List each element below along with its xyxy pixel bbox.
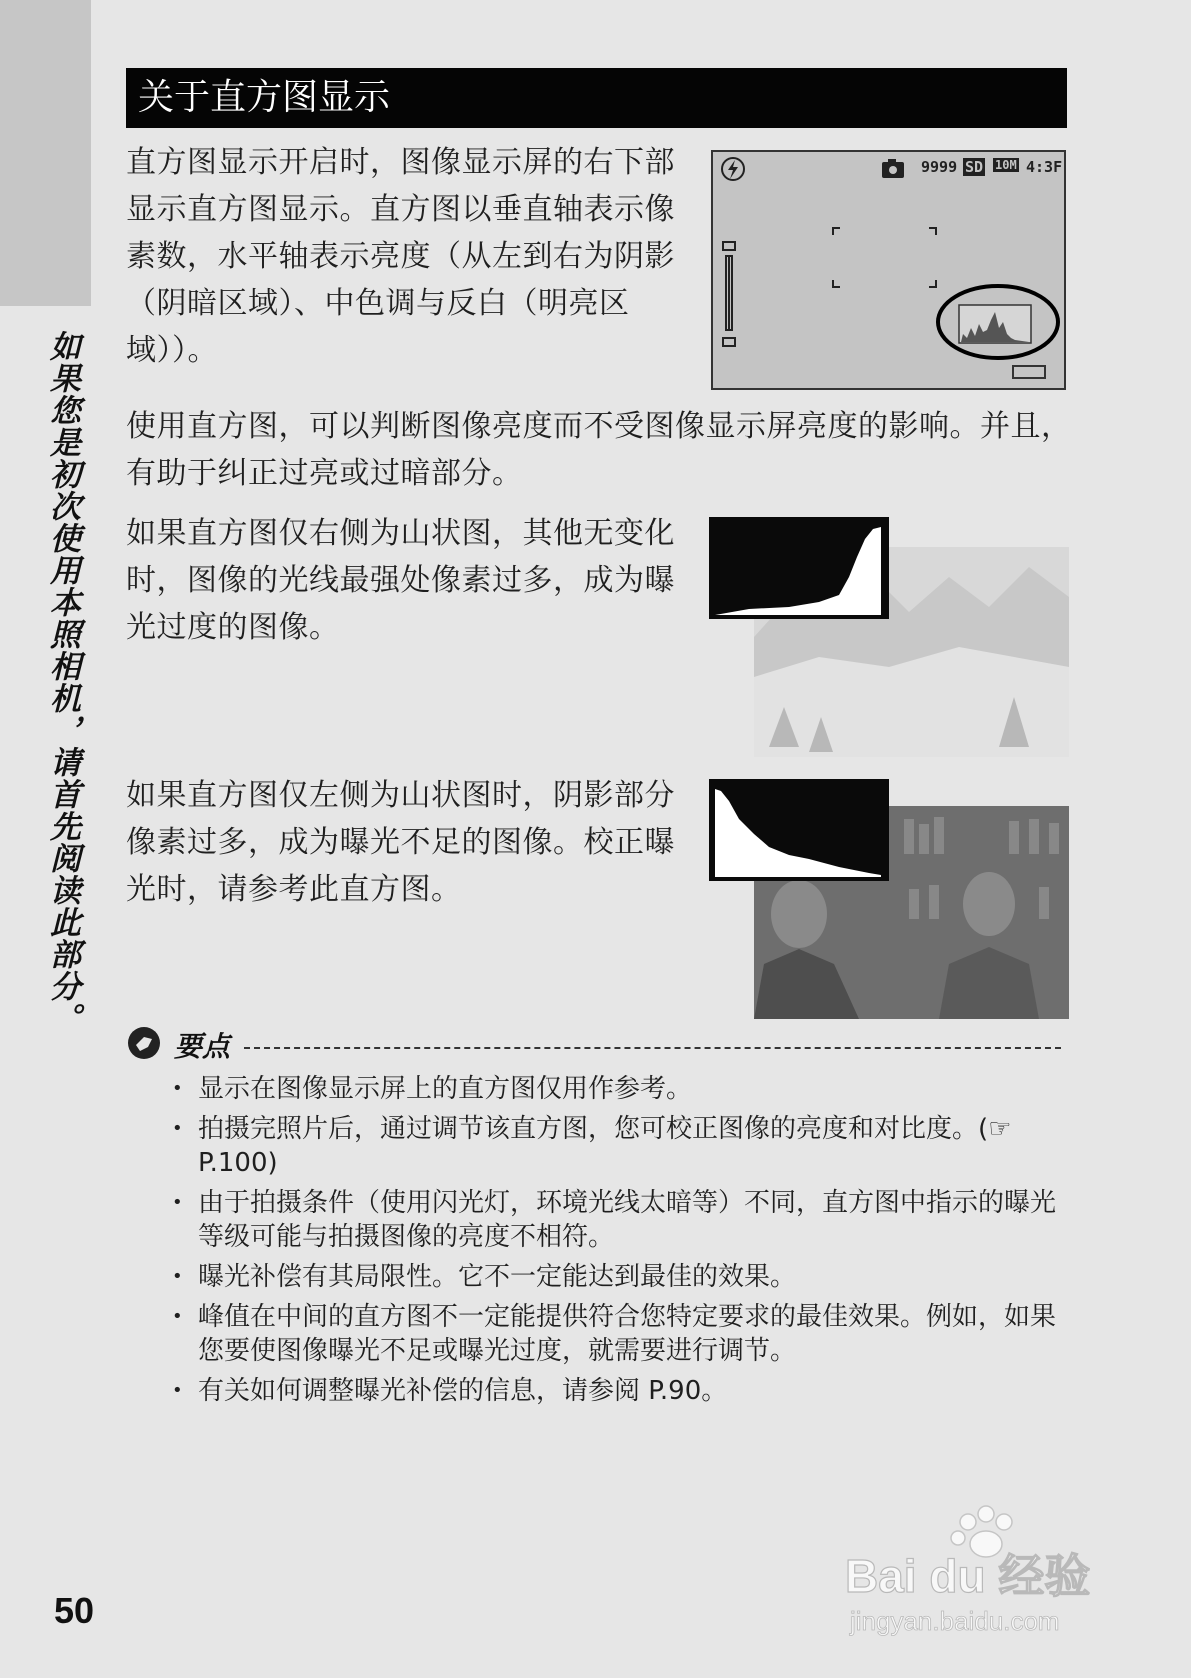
watermark-brand: Bai du 经验 (845, 1550, 1091, 1602)
tip-item: • 有关如何调整曝光补偿的信息，请参阅 P.90。 (172, 1374, 1072, 1408)
paragraph-histogram-usage: 使用直方图，可以判断图像亮度而不受图像显示屏亮度的影响。并且，有助于纠正过亮或过暗部分。 (126, 409, 1072, 491)
tips-label: 要点 (174, 1030, 231, 1063)
size-badge: 10M (995, 158, 1017, 172)
tips-list (172, 1072, 1072, 1414)
tips-header (126, 1025, 1066, 1065)
flash-auto-icon (722, 158, 744, 180)
underexposed-example-figure (709, 779, 1069, 1019)
chapter-tab (0, 0, 91, 306)
focus-frame (833, 228, 936, 287)
tip-item: • 峰值在中间的直方图不一定能提供符合您特定要求的最佳效果。例如，如果您要使图像曝光不足或曝光过度，就需要进行调节。 (172, 1300, 1072, 1368)
overexposed-example-figure (709, 517, 1069, 757)
page-number: 50 (54, 1590, 95, 1631)
tip-item: • 由于拍摄条件（使用闪光灯，环境光线太暗等）不同，直方图中指示的曝光等级可能与拍摄图像的亮度不相符。 (172, 1186, 1072, 1254)
aspect-badge: 4:3F (1026, 158, 1063, 176)
camera-mode-icon (882, 159, 904, 178)
shots-remaining: 9999 (921, 158, 958, 176)
tip-item: • 拍摄完照片后，通过调节该直方图，您可校正图像的亮度和对比度。(☞P.100) (172, 1112, 1072, 1180)
exposure-bar (723, 242, 735, 346)
pointing-hand-icon (126, 1025, 162, 1061)
baidu-watermark (840, 1500, 1140, 1650)
paragraph-overexposed: 如果直方图仅右侧为山状图，其他无变化时，图像的光线最强处像素过多，成为曝光过度的图像。 (126, 516, 675, 645)
tip-item: • 曝光补偿有其局限性。它不一定能达到最佳的效果。 (172, 1260, 1072, 1294)
card-badge: SD (965, 158, 984, 176)
chapter-side-text: 如果您是初次使用本照相机，请首先阅读此部分。 (44, 330, 80, 1034)
paragraph-histogram-intro: 直方图显示开启时，图像显示屏的右下部显示直方图显示。直方图以垂直轴表示像素数，水平轴表示亮度（从左到右为阴影（阴暗区域）、中色调与反白（明亮区域））。 (126, 145, 675, 368)
paragraph-underexposed: 如果直方图仅左侧为山状图时，阴影部分像素过多，成为曝光不足的图像。校正曝光时，请参考此直方图。 (126, 778, 675, 907)
tips-divider (244, 1047, 1061, 1049)
watermark-url: jingyan.baidu.com (850, 1606, 1060, 1636)
tip-item: • 显示在图像显示屏上的直方图仅用作参考。 (172, 1072, 1072, 1106)
section-title: 关于直方图显示 (126, 68, 1067, 128)
camera-screen-illustration (711, 150, 1066, 390)
battery-icon (1013, 366, 1045, 378)
